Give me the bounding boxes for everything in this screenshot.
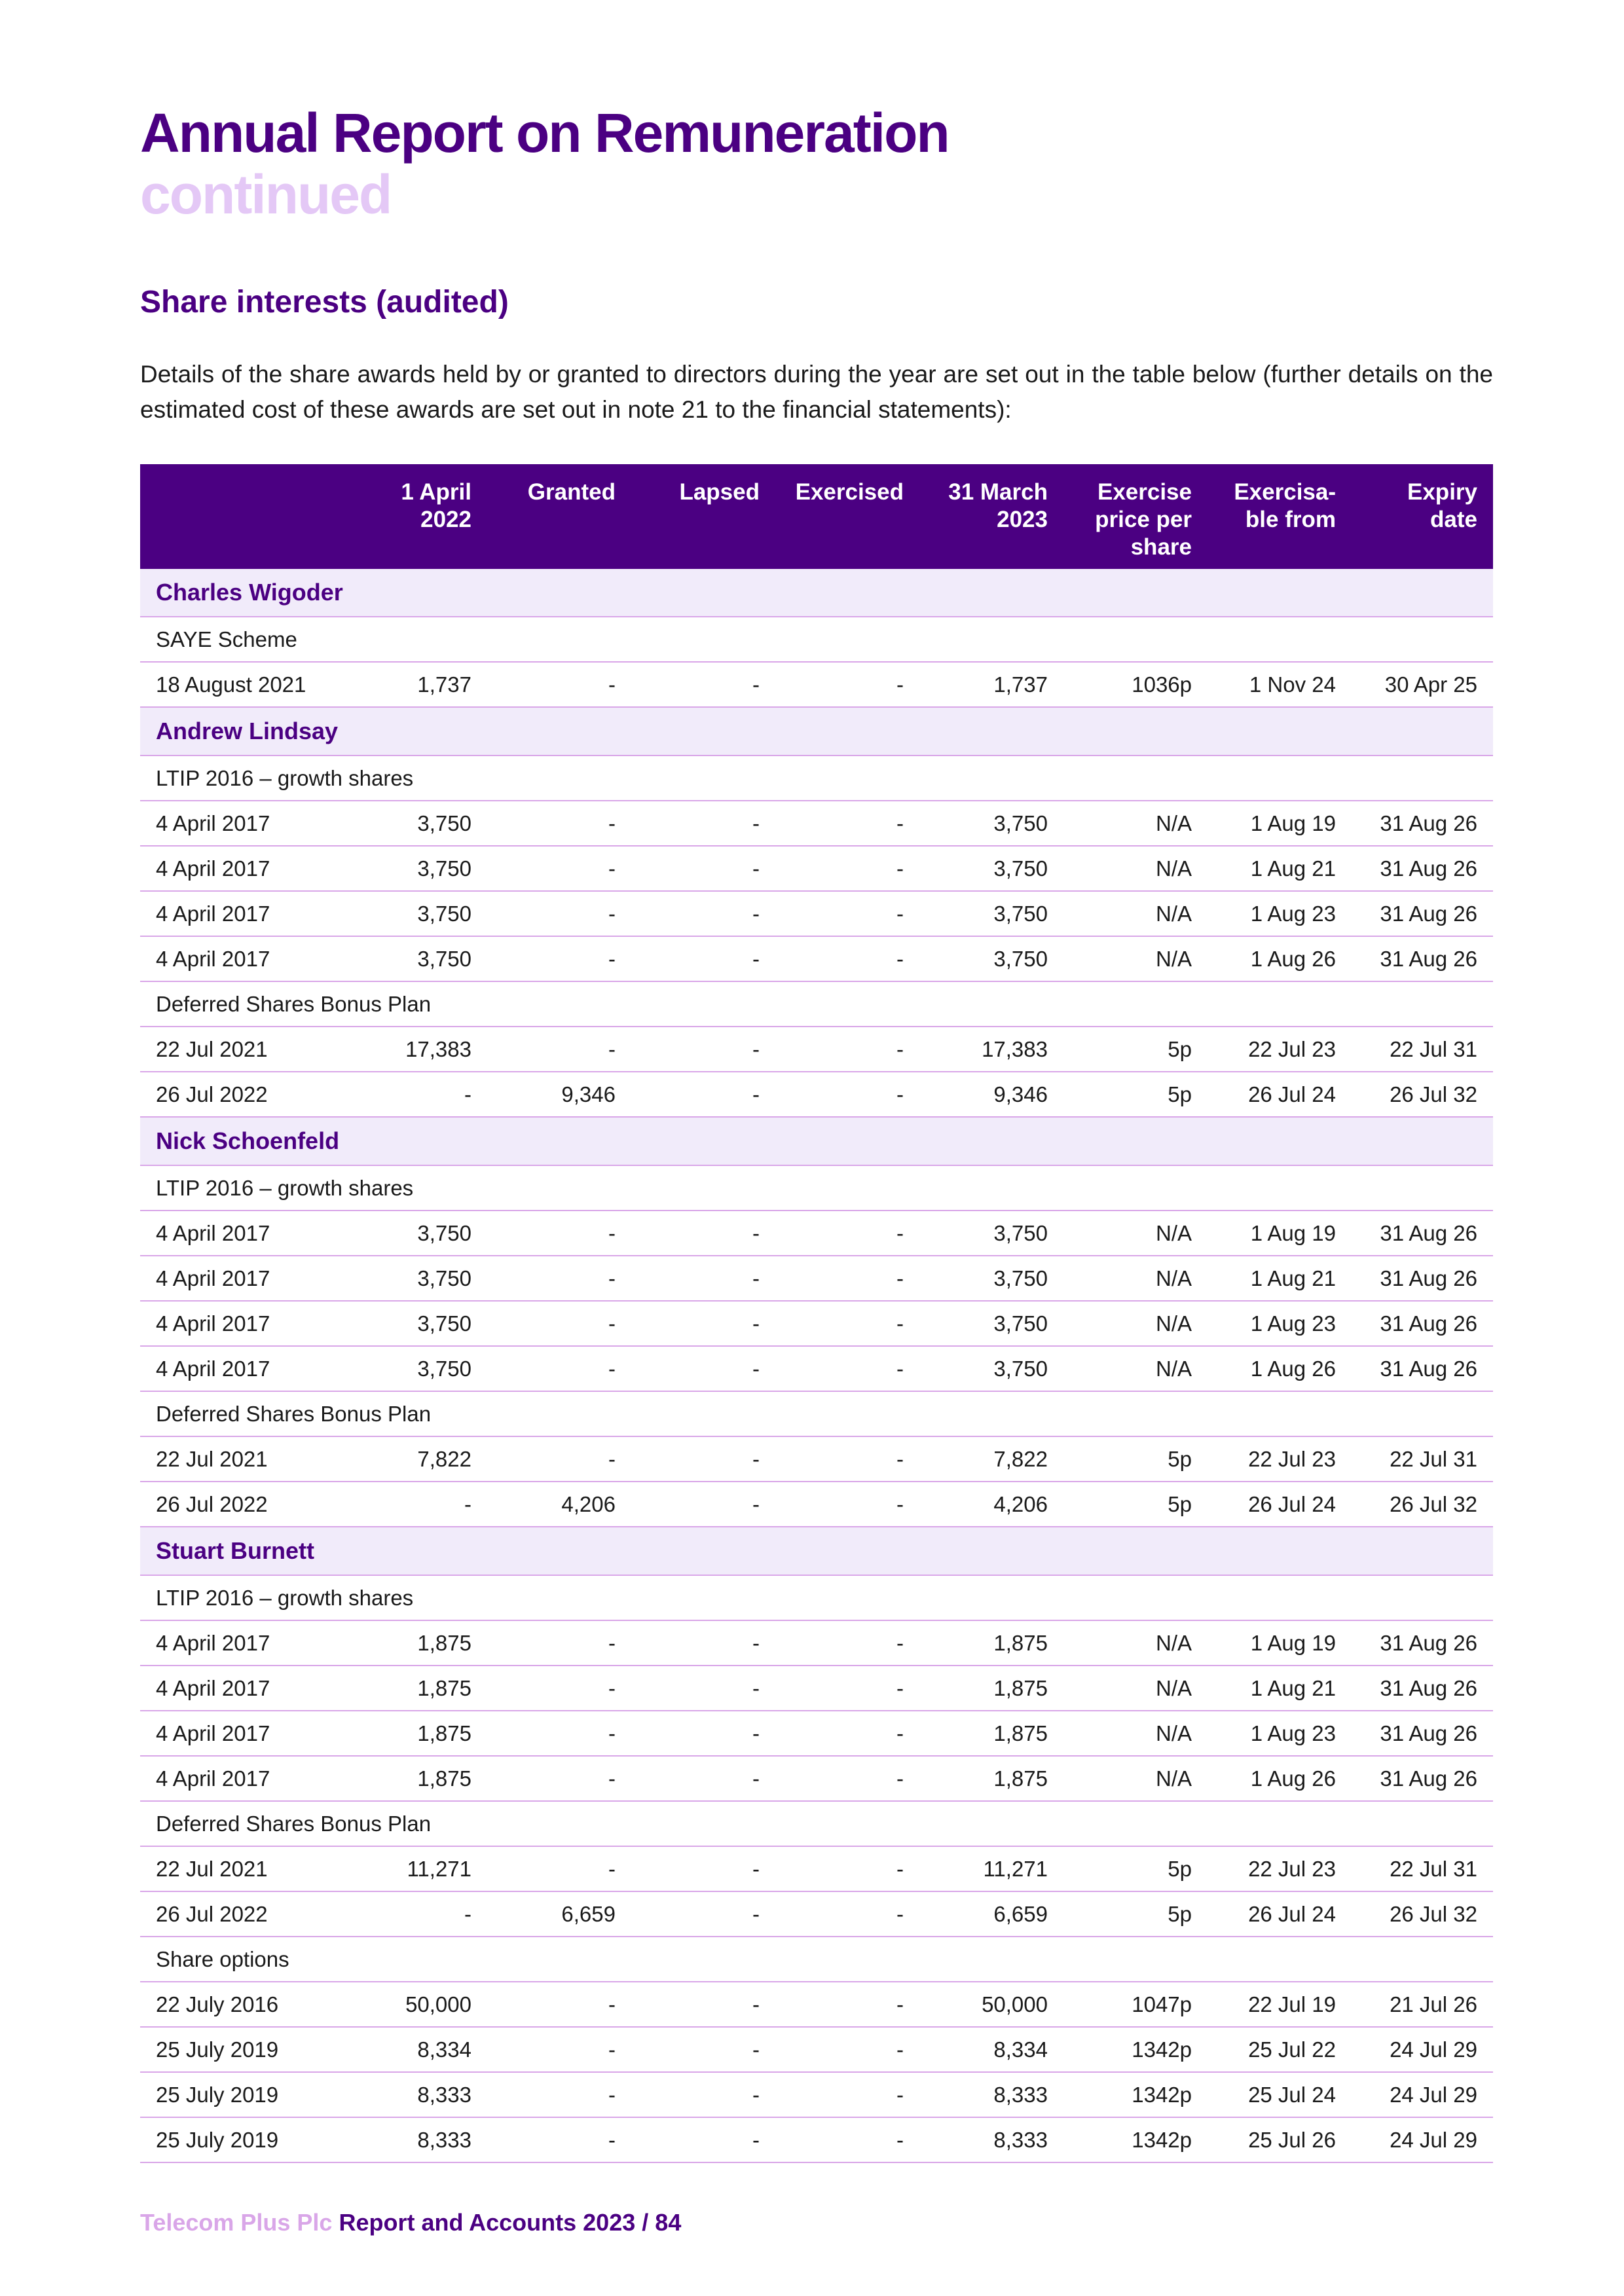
column-header-line: 2023: [997, 507, 1048, 532]
page-subtitle: continued: [140, 164, 392, 225]
table-cell: -: [775, 1982, 919, 2027]
table-cell: 31 Aug 26: [1352, 1620, 1493, 1666]
table-cell: -: [487, 801, 631, 846]
table-cell: 50,000: [919, 1982, 1063, 2027]
table-cell: 3,750: [919, 846, 1063, 891]
scheme-row: [140, 1937, 1493, 1982]
table-cell: -: [487, 2117, 631, 2162]
table-cell: 8,333: [919, 2117, 1063, 2162]
table-cell: -: [631, 1346, 775, 1391]
award-date-cell: 22 Jul 2021: [140, 1436, 337, 1482]
table-cell: 1,875: [919, 1666, 1063, 1711]
table-cell: 4,206: [487, 1482, 631, 1527]
table-row: [140, 1072, 1493, 1117]
table-cell: -: [337, 1891, 487, 1937]
table-cell: 25 Jul 22: [1208, 2027, 1352, 2072]
table-row: [140, 1891, 1493, 1937]
table-row: [140, 1846, 1493, 1891]
table-cell: -: [775, 1211, 919, 1256]
table-cell: 22 Jul 23: [1208, 1436, 1352, 1482]
scheme-row: [140, 756, 1493, 801]
award-date-cell: 4 April 2017: [140, 1666, 337, 1711]
table-cell: 1,875: [337, 1620, 487, 1666]
table-cell: -: [631, 2027, 775, 2072]
award-date-cell: 4 April 2017: [140, 1346, 337, 1391]
table-cell: 6,659: [487, 1891, 631, 1937]
table-cell: -: [631, 1436, 775, 1482]
table-cell: -: [631, 1756, 775, 1801]
award-date-cell: 22 Jul 2021: [140, 1846, 337, 1891]
table-cell: 9,346: [487, 1072, 631, 1117]
table-cell: 3,750: [919, 891, 1063, 936]
table-cell: 22 Jul 31: [1352, 1436, 1493, 1482]
table-cell: 5p: [1063, 1846, 1208, 1891]
table-cell: 31 Aug 26: [1352, 801, 1493, 846]
table-cell: 1,875: [919, 1711, 1063, 1756]
table-cell: N/A: [1063, 1346, 1208, 1391]
table-cell: -: [775, 936, 919, 981]
table-cell: -: [487, 2072, 631, 2117]
table-cell: 1 Aug 21: [1208, 1256, 1352, 1301]
table-cell: 26 Jul 24: [1208, 1891, 1352, 1937]
table-row: [140, 1027, 1493, 1072]
column-header-line: Lapsed: [679, 479, 760, 505]
table-cell: -: [775, 1301, 919, 1346]
footer-company: Telecom Plus Plc: [140, 2209, 333, 2236]
table-cell: 1,875: [337, 1711, 487, 1756]
table-cell: -: [487, 1436, 631, 1482]
table-cell: -: [775, 1756, 919, 1801]
table-row: [140, 1346, 1493, 1391]
table-cell: -: [631, 1072, 775, 1117]
table-cell: 1342p: [1063, 2117, 1208, 2162]
table-cell: -: [631, 1027, 775, 1072]
table-cell: -: [487, 1982, 631, 2027]
table-cell: 25 Jul 24: [1208, 2072, 1352, 2117]
director-name: Andrew Lindsay: [140, 707, 1493, 756]
table-cell: 3,750: [919, 1211, 1063, 1256]
table-cell: -: [631, 1711, 775, 1756]
award-date-cell: 4 April 2017: [140, 1256, 337, 1301]
table-row: [140, 1256, 1493, 1301]
table-cell: -: [775, 1346, 919, 1391]
table-row: [140, 1211, 1493, 1256]
table-cell: -: [631, 1891, 775, 1937]
scheme-name: LTIP 2016 – growth shares: [140, 756, 1493, 801]
award-date-cell: 4 April 2017: [140, 1211, 337, 1256]
column-header: [1208, 464, 1352, 569]
table-cell: N/A: [1063, 1211, 1208, 1256]
table-cell: N/A: [1063, 1711, 1208, 1756]
table-cell: 3,750: [337, 846, 487, 891]
award-date-cell: 26 Jul 2022: [140, 1891, 337, 1937]
table-cell: 3,750: [919, 1346, 1063, 1391]
table-cell: N/A: [1063, 936, 1208, 981]
table-cell: 1 Aug 19: [1208, 801, 1352, 846]
table-cell: 1 Nov 24: [1208, 662, 1352, 707]
column-header-line: Exercisa-: [1234, 479, 1336, 505]
table-cell: 5p: [1063, 1027, 1208, 1072]
table-body: [140, 569, 1493, 2162]
footer-separator: /: [642, 2209, 649, 2236]
table-row: [140, 1756, 1493, 1801]
table-cell: -: [487, 846, 631, 891]
table-cell: -: [487, 662, 631, 707]
table-cell: 26 Jul 32: [1352, 1072, 1493, 1117]
table-cell: 7,822: [919, 1436, 1063, 1482]
table-cell: 8,333: [337, 2117, 487, 2162]
table-cell: 5p: [1063, 1891, 1208, 1937]
award-date-cell: 25 July 2019: [140, 2072, 337, 2117]
table-cell: 1 Aug 23: [1208, 1301, 1352, 1346]
table-row: [140, 846, 1493, 891]
table-cell: 1 Aug 19: [1208, 1211, 1352, 1256]
table-cell: -: [631, 2072, 775, 2117]
column-header-line: date: [1430, 507, 1477, 532]
table-cell: 5p: [1063, 1072, 1208, 1117]
scheme-name: LTIP 2016 – growth shares: [140, 1165, 1493, 1211]
award-date-cell: 26 Jul 2022: [140, 1072, 337, 1117]
column-header: [140, 464, 337, 569]
table-cell: 31 Aug 26: [1352, 936, 1493, 981]
award-date-cell: 22 Jul 2021: [140, 1027, 337, 1072]
table-cell: -: [487, 1211, 631, 1256]
table-cell: -: [631, 1301, 775, 1346]
column-header-line: ble from: [1245, 507, 1336, 532]
table-cell: 8,333: [919, 2072, 1063, 2117]
table-cell: 3,750: [919, 1301, 1063, 1346]
table-row: [140, 2072, 1493, 2117]
award-date-cell: 4 April 2017: [140, 936, 337, 981]
award-date-cell: 25 July 2019: [140, 2027, 337, 2072]
table-cell: 1047p: [1063, 1982, 1208, 2027]
table-cell: 31 Aug 26: [1352, 1666, 1493, 1711]
table-cell: -: [631, 1256, 775, 1301]
table-cell: 3,750: [919, 936, 1063, 981]
table-cell: 30 Apr 25: [1352, 662, 1493, 707]
table-cell: -: [775, 1256, 919, 1301]
table-cell: 1,875: [919, 1620, 1063, 1666]
table-cell: 31 Aug 26: [1352, 1346, 1493, 1391]
table-cell: -: [775, 1620, 919, 1666]
director-name: Charles Wigoder: [140, 569, 1493, 617]
table-header-row: [140, 464, 1493, 569]
table-row: [140, 2117, 1493, 2162]
table-cell: 1342p: [1063, 2072, 1208, 2117]
table-cell: 26 Jul 24: [1208, 1072, 1352, 1117]
table-cell: -: [631, 1211, 775, 1256]
director-row: [140, 1527, 1493, 1575]
table-cell: 5p: [1063, 1482, 1208, 1527]
table-row: [140, 1711, 1493, 1756]
table-row: [140, 891, 1493, 936]
table-cell: 3,750: [337, 1301, 487, 1346]
section-title: Share interests (audited): [140, 285, 509, 319]
award-date-cell: 25 July 2019: [140, 2117, 337, 2162]
scheme-row: [140, 1165, 1493, 1211]
table-cell: 1,875: [337, 1756, 487, 1801]
table-cell: 3,750: [337, 1256, 487, 1301]
table-cell: -: [775, 2027, 919, 2072]
table-cell: -: [775, 1027, 919, 1072]
table-row: [140, 2027, 1493, 2072]
column-header-line: Exercised: [795, 479, 904, 505]
table-cell: 3,750: [337, 936, 487, 981]
table-row: [140, 1482, 1493, 1527]
table-cell: -: [487, 936, 631, 981]
table-cell: 31 Aug 26: [1352, 1756, 1493, 1801]
intro-paragraph: Details of the share awards held by or granted to directors during the year are set out in the table below (further details on the estimated cost of these awards are set out in note 21 to the financial statements):: [140, 361, 1493, 423]
table-cell: 8,334: [919, 2027, 1063, 2072]
award-date-cell: 4 April 2017: [140, 846, 337, 891]
table-cell: -: [487, 891, 631, 936]
table-row: [140, 936, 1493, 981]
director-row: [140, 569, 1493, 617]
table-cell: -: [487, 1620, 631, 1666]
scheme-row: [140, 981, 1493, 1027]
table-cell: N/A: [1063, 1620, 1208, 1666]
table-cell: 4,206: [919, 1482, 1063, 1527]
director-row: [140, 707, 1493, 756]
table-cell: -: [631, 1846, 775, 1891]
table-cell: -: [631, 662, 775, 707]
table-cell: 5p: [1063, 1436, 1208, 1482]
scheme-name: Deferred Shares Bonus Plan: [140, 1801, 1493, 1846]
column-header-line: Exercise: [1097, 479, 1192, 505]
table-row: [140, 1301, 1493, 1346]
table-cell: -: [631, 936, 775, 981]
table-cell: -: [775, 662, 919, 707]
column-header: [775, 464, 919, 569]
footer-document: Report and Accounts 2023: [339, 2209, 636, 2236]
scheme-row: [140, 617, 1493, 662]
column-header-line: 1 April: [401, 479, 471, 505]
page-title: Annual Report on Remuneration: [140, 102, 949, 164]
director-name: Stuart Burnett: [140, 1527, 1493, 1575]
table-cell: 22 Jul 23: [1208, 1027, 1352, 1072]
column-header: [919, 464, 1063, 569]
table-cell: 26 Jul 32: [1352, 1482, 1493, 1527]
table-row: [140, 1666, 1493, 1711]
table-cell: 22 Jul 23: [1208, 1846, 1352, 1891]
award-date-cell: 18 August 2021: [140, 662, 337, 707]
table-cell: 31 Aug 26: [1352, 1256, 1493, 1301]
footer-page-number: 84: [655, 2209, 682, 2236]
table-cell: 3,750: [337, 801, 487, 846]
table-cell: 8,333: [337, 2072, 487, 2117]
table-cell: 1,737: [919, 662, 1063, 707]
table-cell: 17,383: [919, 1027, 1063, 1072]
table-cell: 6,659: [919, 1891, 1063, 1937]
table-cell: 24 Jul 29: [1352, 2117, 1493, 2162]
table-cell: -: [487, 1756, 631, 1801]
column-header-line: Granted: [527, 479, 616, 505]
table-cell: -: [775, 2117, 919, 2162]
column-header: [1352, 464, 1493, 569]
table-cell: 1 Aug 19: [1208, 1620, 1352, 1666]
table-cell: 3,750: [337, 1346, 487, 1391]
table-cell: -: [631, 1982, 775, 2027]
table-cell: -: [775, 1891, 919, 1937]
table-cell: N/A: [1063, 1756, 1208, 1801]
table-cell: N/A: [1063, 846, 1208, 891]
table-cell: 11,271: [919, 1846, 1063, 1891]
table-cell: -: [631, 1620, 775, 1666]
table-cell: -: [487, 1846, 631, 1891]
table-cell: -: [775, 1711, 919, 1756]
table-cell: 11,271: [337, 1846, 487, 1891]
table-cell: -: [775, 846, 919, 891]
table-cell: 1,875: [337, 1666, 487, 1711]
table-cell: -: [487, 1346, 631, 1391]
table-cell: -: [775, 891, 919, 936]
table-cell: -: [487, 1666, 631, 1711]
table-cell: 17,383: [337, 1027, 487, 1072]
table-cell: 1,737: [337, 662, 487, 707]
table-cell: 31 Aug 26: [1352, 846, 1493, 891]
table-cell: 1 Aug 26: [1208, 936, 1352, 981]
table-cell: -: [775, 1436, 919, 1482]
table-cell: -: [487, 1027, 631, 1072]
table-cell: 3,750: [337, 1211, 487, 1256]
award-date-cell: 4 April 2017: [140, 801, 337, 846]
table-cell: N/A: [1063, 1301, 1208, 1346]
scheme-name: Deferred Shares Bonus Plan: [140, 1391, 1493, 1436]
table-cell: 3,750: [919, 1256, 1063, 1301]
table-cell: 25 Jul 26: [1208, 2117, 1352, 2162]
table-cell: N/A: [1063, 1666, 1208, 1711]
table-cell: -: [775, 1846, 919, 1891]
table-cell: -: [487, 1711, 631, 1756]
table-cell: -: [631, 846, 775, 891]
table-cell: -: [775, 1482, 919, 1527]
table-row: [140, 801, 1493, 846]
table-cell: 22 Jul 31: [1352, 1027, 1493, 1072]
scheme-name: Share options: [140, 1937, 1493, 1982]
table-cell: -: [631, 2117, 775, 2162]
table-cell: 24 Jul 29: [1352, 2072, 1493, 2117]
share-awards-table: [140, 464, 1493, 2163]
table-cell: 26 Jul 32: [1352, 1891, 1493, 1937]
table-cell: -: [631, 1666, 775, 1711]
table-cell: 1 Aug 26: [1208, 1346, 1352, 1391]
scheme-name: LTIP 2016 – growth shares: [140, 1575, 1493, 1620]
table-cell: 1 Aug 23: [1208, 1711, 1352, 1756]
table-cell: 1 Aug 21: [1208, 1666, 1352, 1711]
scheme-name: Deferred Shares Bonus Plan: [140, 981, 1493, 1027]
table-cell: -: [337, 1072, 487, 1117]
column-header-line: 2022: [420, 507, 471, 532]
table-cell: 3,750: [337, 891, 487, 936]
column-header: [487, 464, 631, 569]
table-cell: -: [487, 1256, 631, 1301]
table-cell: 1036p: [1063, 662, 1208, 707]
table-cell: N/A: [1063, 801, 1208, 846]
table-row: [140, 662, 1493, 707]
table-cell: 21 Jul 26: [1352, 1982, 1493, 2027]
table-cell: 50,000: [337, 1982, 487, 2027]
table-cell: 1 Aug 26: [1208, 1756, 1352, 1801]
column-header: [631, 464, 775, 569]
column-header-line: share: [1130, 534, 1192, 560]
table-cell: N/A: [1063, 1256, 1208, 1301]
table-cell: 22 Jul 19: [1208, 1982, 1352, 2027]
table-cell: -: [631, 891, 775, 936]
table-cell: 22 Jul 31: [1352, 1846, 1493, 1891]
award-date-cell: 26 Jul 2022: [140, 1482, 337, 1527]
award-date-cell: 4 April 2017: [140, 1301, 337, 1346]
table-cell: 1,875: [919, 1756, 1063, 1801]
table-cell: -: [775, 1666, 919, 1711]
table-cell: 1342p: [1063, 2027, 1208, 2072]
table-cell: 31 Aug 26: [1352, 1211, 1493, 1256]
table-cell: 31 Aug 26: [1352, 1711, 1493, 1756]
column-header-line: 31 March: [948, 479, 1048, 505]
award-date-cell: 4 April 2017: [140, 1620, 337, 1666]
table-cell: -: [337, 1482, 487, 1527]
table-cell: -: [631, 1482, 775, 1527]
director-name: Nick Schoenfeld: [140, 1117, 1493, 1165]
table-cell: 7,822: [337, 1436, 487, 1482]
award-date-cell: 22 July 2016: [140, 1982, 337, 2027]
award-date-cell: 4 April 2017: [140, 1711, 337, 1756]
table-cell: N/A: [1063, 891, 1208, 936]
column-header-line: price per: [1095, 507, 1192, 532]
table-cell: -: [631, 801, 775, 846]
table-cell: 31 Aug 26: [1352, 1301, 1493, 1346]
table-cell: 8,334: [337, 2027, 487, 2072]
column-header: [1063, 464, 1208, 569]
award-date-cell: 4 April 2017: [140, 1756, 337, 1801]
table-cell: -: [487, 1301, 631, 1346]
table-cell: -: [775, 801, 919, 846]
table-cell: 24 Jul 29: [1352, 2027, 1493, 2072]
table-cell: 1 Aug 21: [1208, 846, 1352, 891]
scheme-row: [140, 1391, 1493, 1436]
table-cell: 9,346: [919, 1072, 1063, 1117]
page-footer: [140, 2209, 681, 2236]
table-cell: 31 Aug 26: [1352, 891, 1493, 936]
table-cell: 26 Jul 24: [1208, 1482, 1352, 1527]
column-header: [337, 464, 487, 569]
table-row: [140, 1436, 1493, 1482]
award-date-cell: 4 April 2017: [140, 891, 337, 936]
scheme-name: SAYE Scheme: [140, 617, 1493, 662]
table-cell: -: [775, 2072, 919, 2117]
table-cell: 1 Aug 23: [1208, 891, 1352, 936]
scheme-row: [140, 1801, 1493, 1846]
scheme-row: [140, 1575, 1493, 1620]
director-row: [140, 1117, 1493, 1165]
table-cell: -: [487, 2027, 631, 2072]
column-header-line: Expiry: [1407, 479, 1477, 505]
table-cell: -: [775, 1072, 919, 1117]
table-row: [140, 1982, 1493, 2027]
table-cell: 3,750: [919, 801, 1063, 846]
table-row: [140, 1620, 1493, 1666]
